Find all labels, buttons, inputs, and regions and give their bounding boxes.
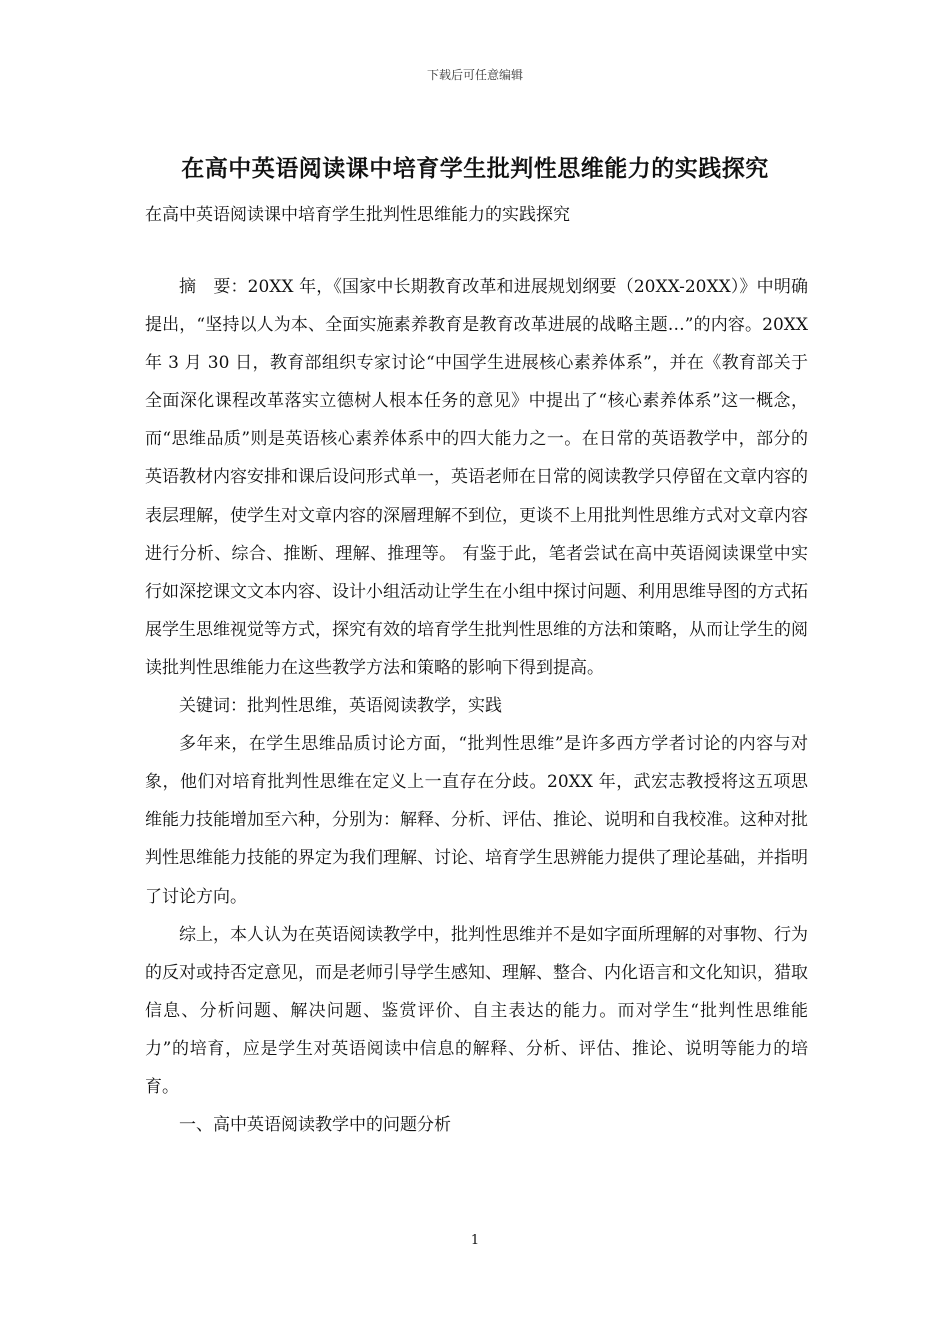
body-paragraph: 综上，本人认为在英语阅读教学中，批判性思维并不是如字面所理解的对事物、行为的反对或持否定意见，而是老师引导学生感知、理解、整合、内化语言和文化知识，猎取信息、分析问题、解决问题、鉴赏评价、自主表达的能力。而对学生“批判性思维能力”的培育，应是学生对英语阅读中信息的解释、分析、评估、推论、说明等能力的培育。 (145, 924, 808, 1097)
page-header-note: 下载后可任意编辑 (426, 68, 523, 82)
document-title: 在高中英语阅读课中培育学生批判性思维能力的实践探究 (181, 155, 769, 182)
keywords-paragraph: 关键词：批判性思维，英语阅读教学，实践 (179, 696, 502, 717)
body-paragraph: 多年来，在学生思维品质讨论方面，“批判性思维”是许多西方学者讨论的内容与对象，他们对培育批判性思维在定义上一直存在分歧。20XX 年，武宏志教授将这五项思维能力技能增加至六种，分别为：解释、分析、评估、推论、说明和自我校准。这种对批判性思维能力技能的界定为我们理解、讨论、培育学生思辨能力提供了理论基础，并指明了讨论方向。 (145, 734, 808, 907)
document-subtitle: 在高中英语阅读课中培育学生批判性思维能力的实践探究 (145, 205, 570, 225)
section-heading: 一、高中英语阅读教学中的问题分析 (179, 1115, 451, 1136)
abstract-paragraph: 摘 要：20XX 年，《国家中长期教育改革和进展规划纲要（20XX-20XX）》中明确提出，“坚持以人为本、全面实施素养教育是教育改革进展的战略主题…”的内容。20XX 年 3 月 30 日，教育部组织专家讨论“中国学生进展核心素养体系”，并在《教育部关于全面深化课程改革落实立德树人根本任务的意见》中提出了“核心素养体系”这一概念，而“思维品质”则是英语核心素养体系中的四大能力之一。在日常的英语教学中，部分的英语教材内容安排和课后设问形式单一，英语老师在日常的阅读教学只停留在文章内容的表层理解，使学生对文章内容的深層理解不到位，更谈不上用批判性思维方式对文章内容进行分析、综合、推断、理解、推理等。 有鉴于此，笔者尝试在高中英语阅读课堂中实行如深挖课文文本内容、设计小组活动让学生在小组中探讨问题、利用思维导图的方式拓展学生思维视觉等方式，探究有效的培育学生批判性思维的方法和策略，从而让学生的阅读批判性思维能力在这些教学方法和策略的影响下得到提高。 (145, 277, 808, 678)
page-number: 1 (470, 1233, 480, 1248)
document-body (145, 268, 808, 1144)
